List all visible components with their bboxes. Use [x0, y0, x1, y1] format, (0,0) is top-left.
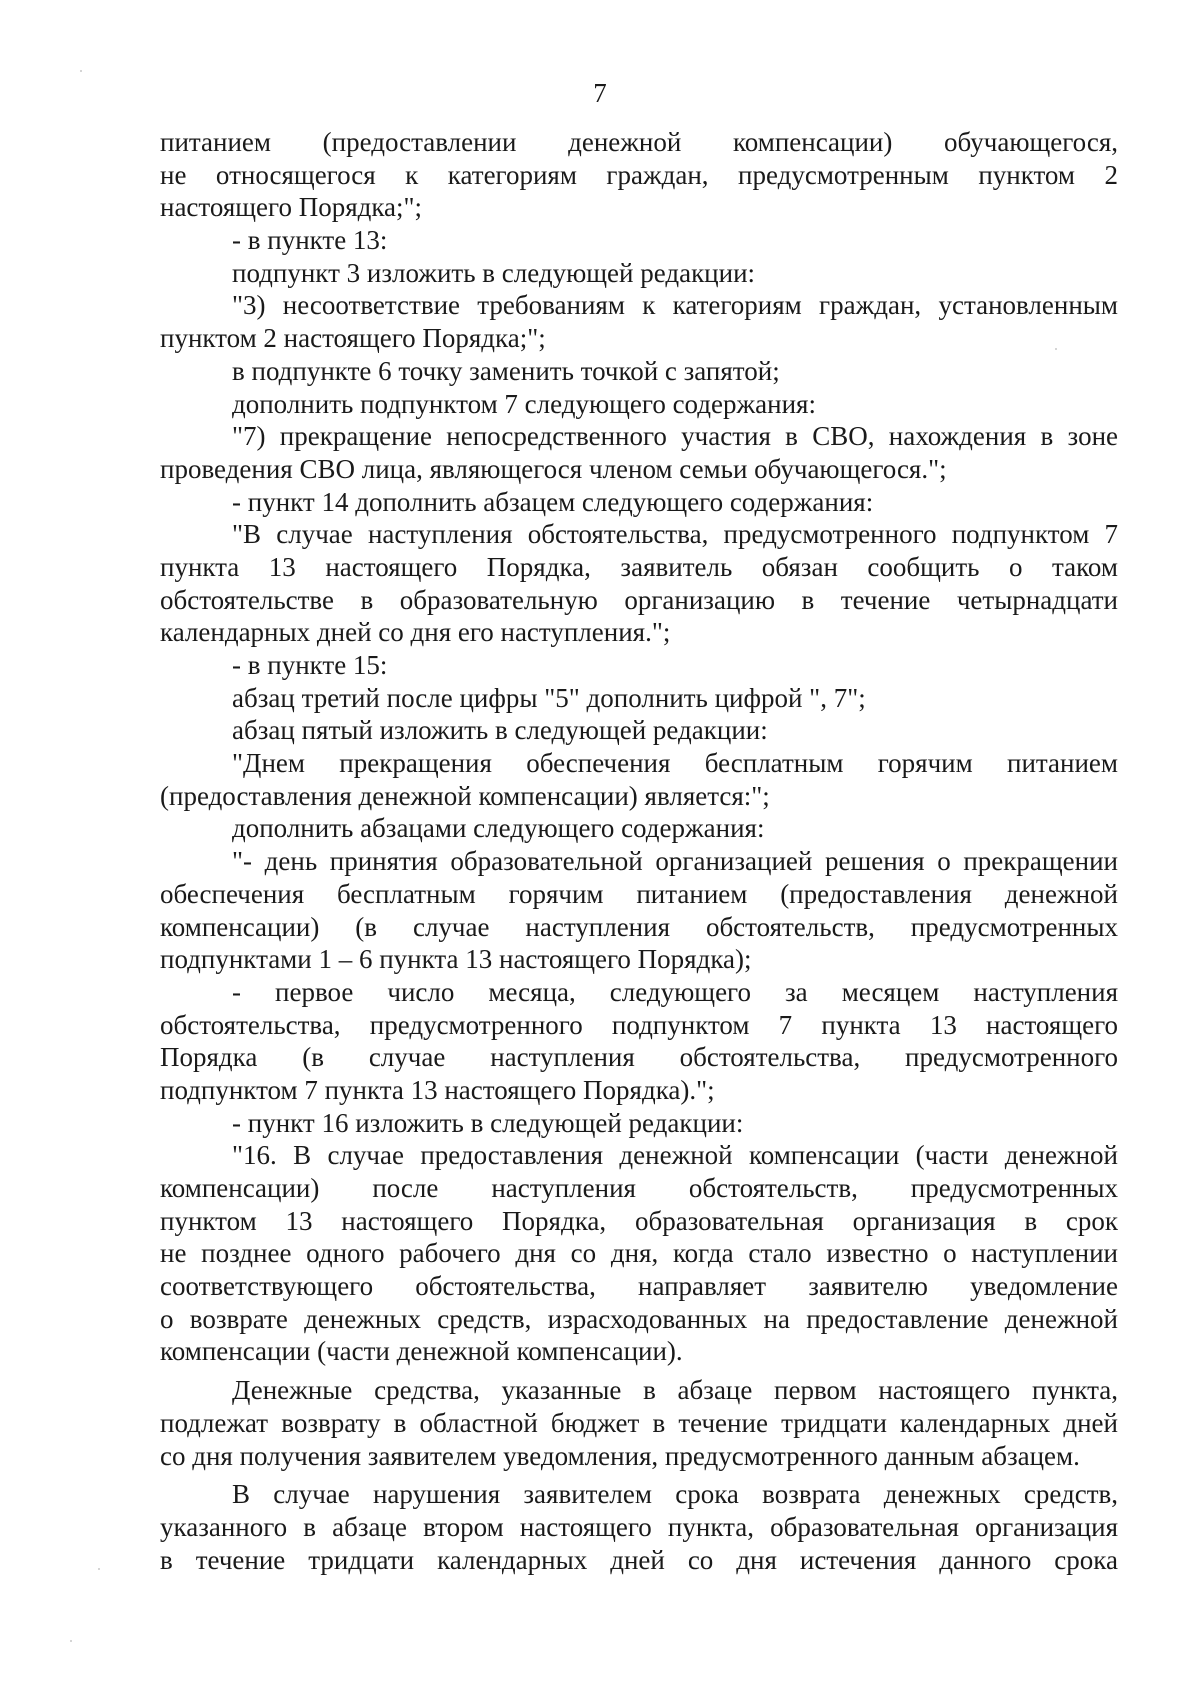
text-line: - первое число месяца, следующего за месяцем наступления	[232, 976, 1118, 1007]
text-line: компенсации) после наступления обстоятельств, предусмотренных	[160, 1173, 1118, 1203]
text-line: - пункт 14 дополнить абзацем следующего содержания:	[232, 486, 874, 517]
text-line: подпунктом 7 пункта 13 настоящего Порядка).";	[160, 1074, 715, 1105]
text-line: питанием (предоставлении денежной компенсации) обучающегося,	[160, 127, 1118, 157]
text-line: Порядка (в случае наступления обстоятельства, предусмотренного	[160, 1042, 1118, 1073]
text-line: календарных дней со дня его наступления.";	[160, 617, 671, 648]
text-line: "- день принятия образовательной организацией решения о прекращении	[232, 846, 1118, 877]
text-line: "3) несоответствие требованиям к категориям граждан, установленным	[232, 290, 1118, 321]
text-line: компенсации (части денежной компенсации).	[160, 1336, 683, 1367]
text-line: пунктом 13 настоящего Порядка, образовательная организация в срок	[160, 1205, 1118, 1236]
text-line: - в пункте 13:	[232, 225, 388, 256]
text-line: дополнить подпунктом 7 следующего содержания:	[232, 388, 816, 419]
scan-speck	[70, 1640, 72, 1642]
text-line: компенсации) (в случае наступления обстоятельств, предусмотренных	[160, 911, 1118, 942]
text-line: Денежные средства, указанные в абзаце первом настоящего пункта,	[232, 1375, 1118, 1406]
body-text	[160, 126, 1118, 1576]
text-line: проведения СВО лица, являющегося членом семьи обучающегося.";	[160, 453, 947, 484]
text-line: подпункт 3 изложить в следующей редакции:	[232, 257, 756, 288]
text-line: соответствующего обстоятельства, направляет заявителю уведомление	[160, 1271, 1118, 1302]
scan-speck	[1055, 348, 1057, 350]
page-number: 7	[593, 78, 607, 108]
text-line: подлежат возврату в областной бюджет в течение тридцати календарных дней	[160, 1407, 1118, 1438]
text-line: - в пункте 15:	[232, 650, 388, 680]
text-line: - пункт 16 изложить в следующей редакции:	[232, 1107, 744, 1138]
text-line: дополнить абзацами следующего содержания:	[232, 813, 765, 844]
text-line: не относящегося к категориям граждан, предусмотренным пунктом 2	[160, 159, 1118, 190]
text-line: пунктом 2 настоящего Порядка;";	[160, 323, 546, 354]
text-line: не позднее одного рабочего дня со дня, когда стало известно о наступлении	[160, 1238, 1118, 1269]
text-line: "Днем прекращения обеспечения бесплатным горячим питанием	[232, 748, 1118, 779]
text-line: обеспечения бесплатным горячим питанием (предоставления денежной	[160, 878, 1118, 909]
text-line: абзац третий после цифры "5" дополнить цифрой ", 7";	[232, 682, 866, 713]
text-line: "16. В случае предоставления денежной компенсации (части денежной	[232, 1140, 1118, 1171]
text-line: о возврате денежных средств, израсходованных на предоставление денежной	[160, 1303, 1118, 1334]
text-line: указанного в абзаце втором настоящего пункта, образовательная организация	[160, 1511, 1118, 1542]
text-line: в подпункте 6 точку заменить точкой с запятой;	[232, 355, 780, 386]
text-line: "В случае наступления обстоятельства, предусмотренного подпунктом 7	[232, 519, 1118, 550]
text-line: подпунктами 1 – 6 пункта 13 настоящего Порядка);	[160, 944, 752, 975]
text-line: настоящего Порядка;";	[160, 192, 423, 223]
text-line: со дня получения заявителем уведомления, предусмотренного данным абзацем.	[160, 1440, 1080, 1471]
text-line: "7) прекращение непосредственного участия в СВО, нахождения в зоне	[232, 421, 1118, 452]
text-line: В случае нарушения заявителем срока возврата денежных средств,	[232, 1479, 1118, 1510]
text-line: (предоставления денежной компенсации) является:";	[160, 780, 770, 811]
text-line: абзац пятый изложить в следующей редакции:	[232, 715, 768, 746]
text-line: обстоятельства, предусмотренного подпунктом 7 пункта 13 настоящего	[160, 1009, 1118, 1040]
text-line: пункта 13 настоящего Порядка, заявитель обязан сообщить о таком	[160, 551, 1118, 582]
scan-speck	[98, 1568, 100, 1570]
scan-speck	[80, 70, 82, 72]
text-line: в течение тридцати календарных дней со дня истечения данного срока	[160, 1544, 1118, 1575]
text-line: обстоятельстве в образовательную организацию в течение четырнадцати	[160, 584, 1118, 615]
